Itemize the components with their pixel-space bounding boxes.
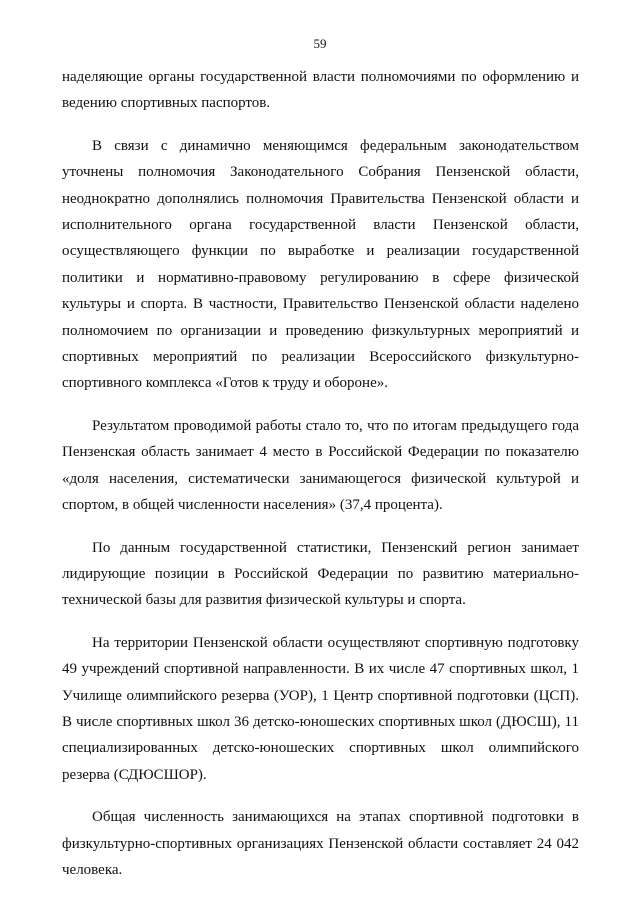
document-body <box>62 64 579 899</box>
paragraph-sports-institutions: На территории Пензенской области осуществляют спортивную подготовку 49 учреждений спортивной направленности. В их числе 47 спортивных школ, 1 Училище олимпийского резерва (УОР), 1 Центр спортивной подготовки (ЦСП). В числе спортивных школ 36 детско-юношеских спортивных школ (ДЮСШ), 11 специализированных детско-юношеских спортивных школ олимпийского резерва (СДЮСШОР). <box>62 634 579 783</box>
paragraph-statistics: По данным государственной статистики, Пензенский регион занимает лидирующие позиции в Российской Федерации по развитию материально-технической базы для развития физической культуры и спорта. <box>62 539 579 609</box>
paragraph-participants-total: Общая численность занимающихся на этапах спортивной подготовки в физкультурно-спортивных организациях Пензенской области составляет 24 042 человека. <box>62 809 579 878</box>
paragraph-continuation: наделяющие органы государственной власти полномочиями по оформлению и ведению спортивных паспортов. <box>62 69 579 112</box>
paragraph-results: Результатом проводимой работы стало то, что по итогам предыдущего года Пензенская область занимает 4 место в Российской Федерации по показателю «доля населения, систематически занимающегося физической культурой и спортом, в общей численности населения» (37,4 процента). <box>62 417 579 514</box>
page-number: 59 <box>313 36 327 51</box>
paragraph-legislation-changes: В связи с динамично меняющимся федеральным законодательством уточнены полномочия Законодательного Собрания Пензенской области, неоднократно дополнялись полномочия Правительства Пензенской области и исполнительного органа государственной власти Пензенской области, осуществляющего функции по выработке и реализации государственной политики и нормативно-правовому регулированию в сфере физической культуры и спорта. В частности, Правительство Пензенской области наделено полномочием по организации и проведению физкультурных мероприятий и спортивных мероприятий по реализации Всероссийского физкультурно-спортивного комплекса «Готов к труду и обороне». <box>62 137 579 392</box>
